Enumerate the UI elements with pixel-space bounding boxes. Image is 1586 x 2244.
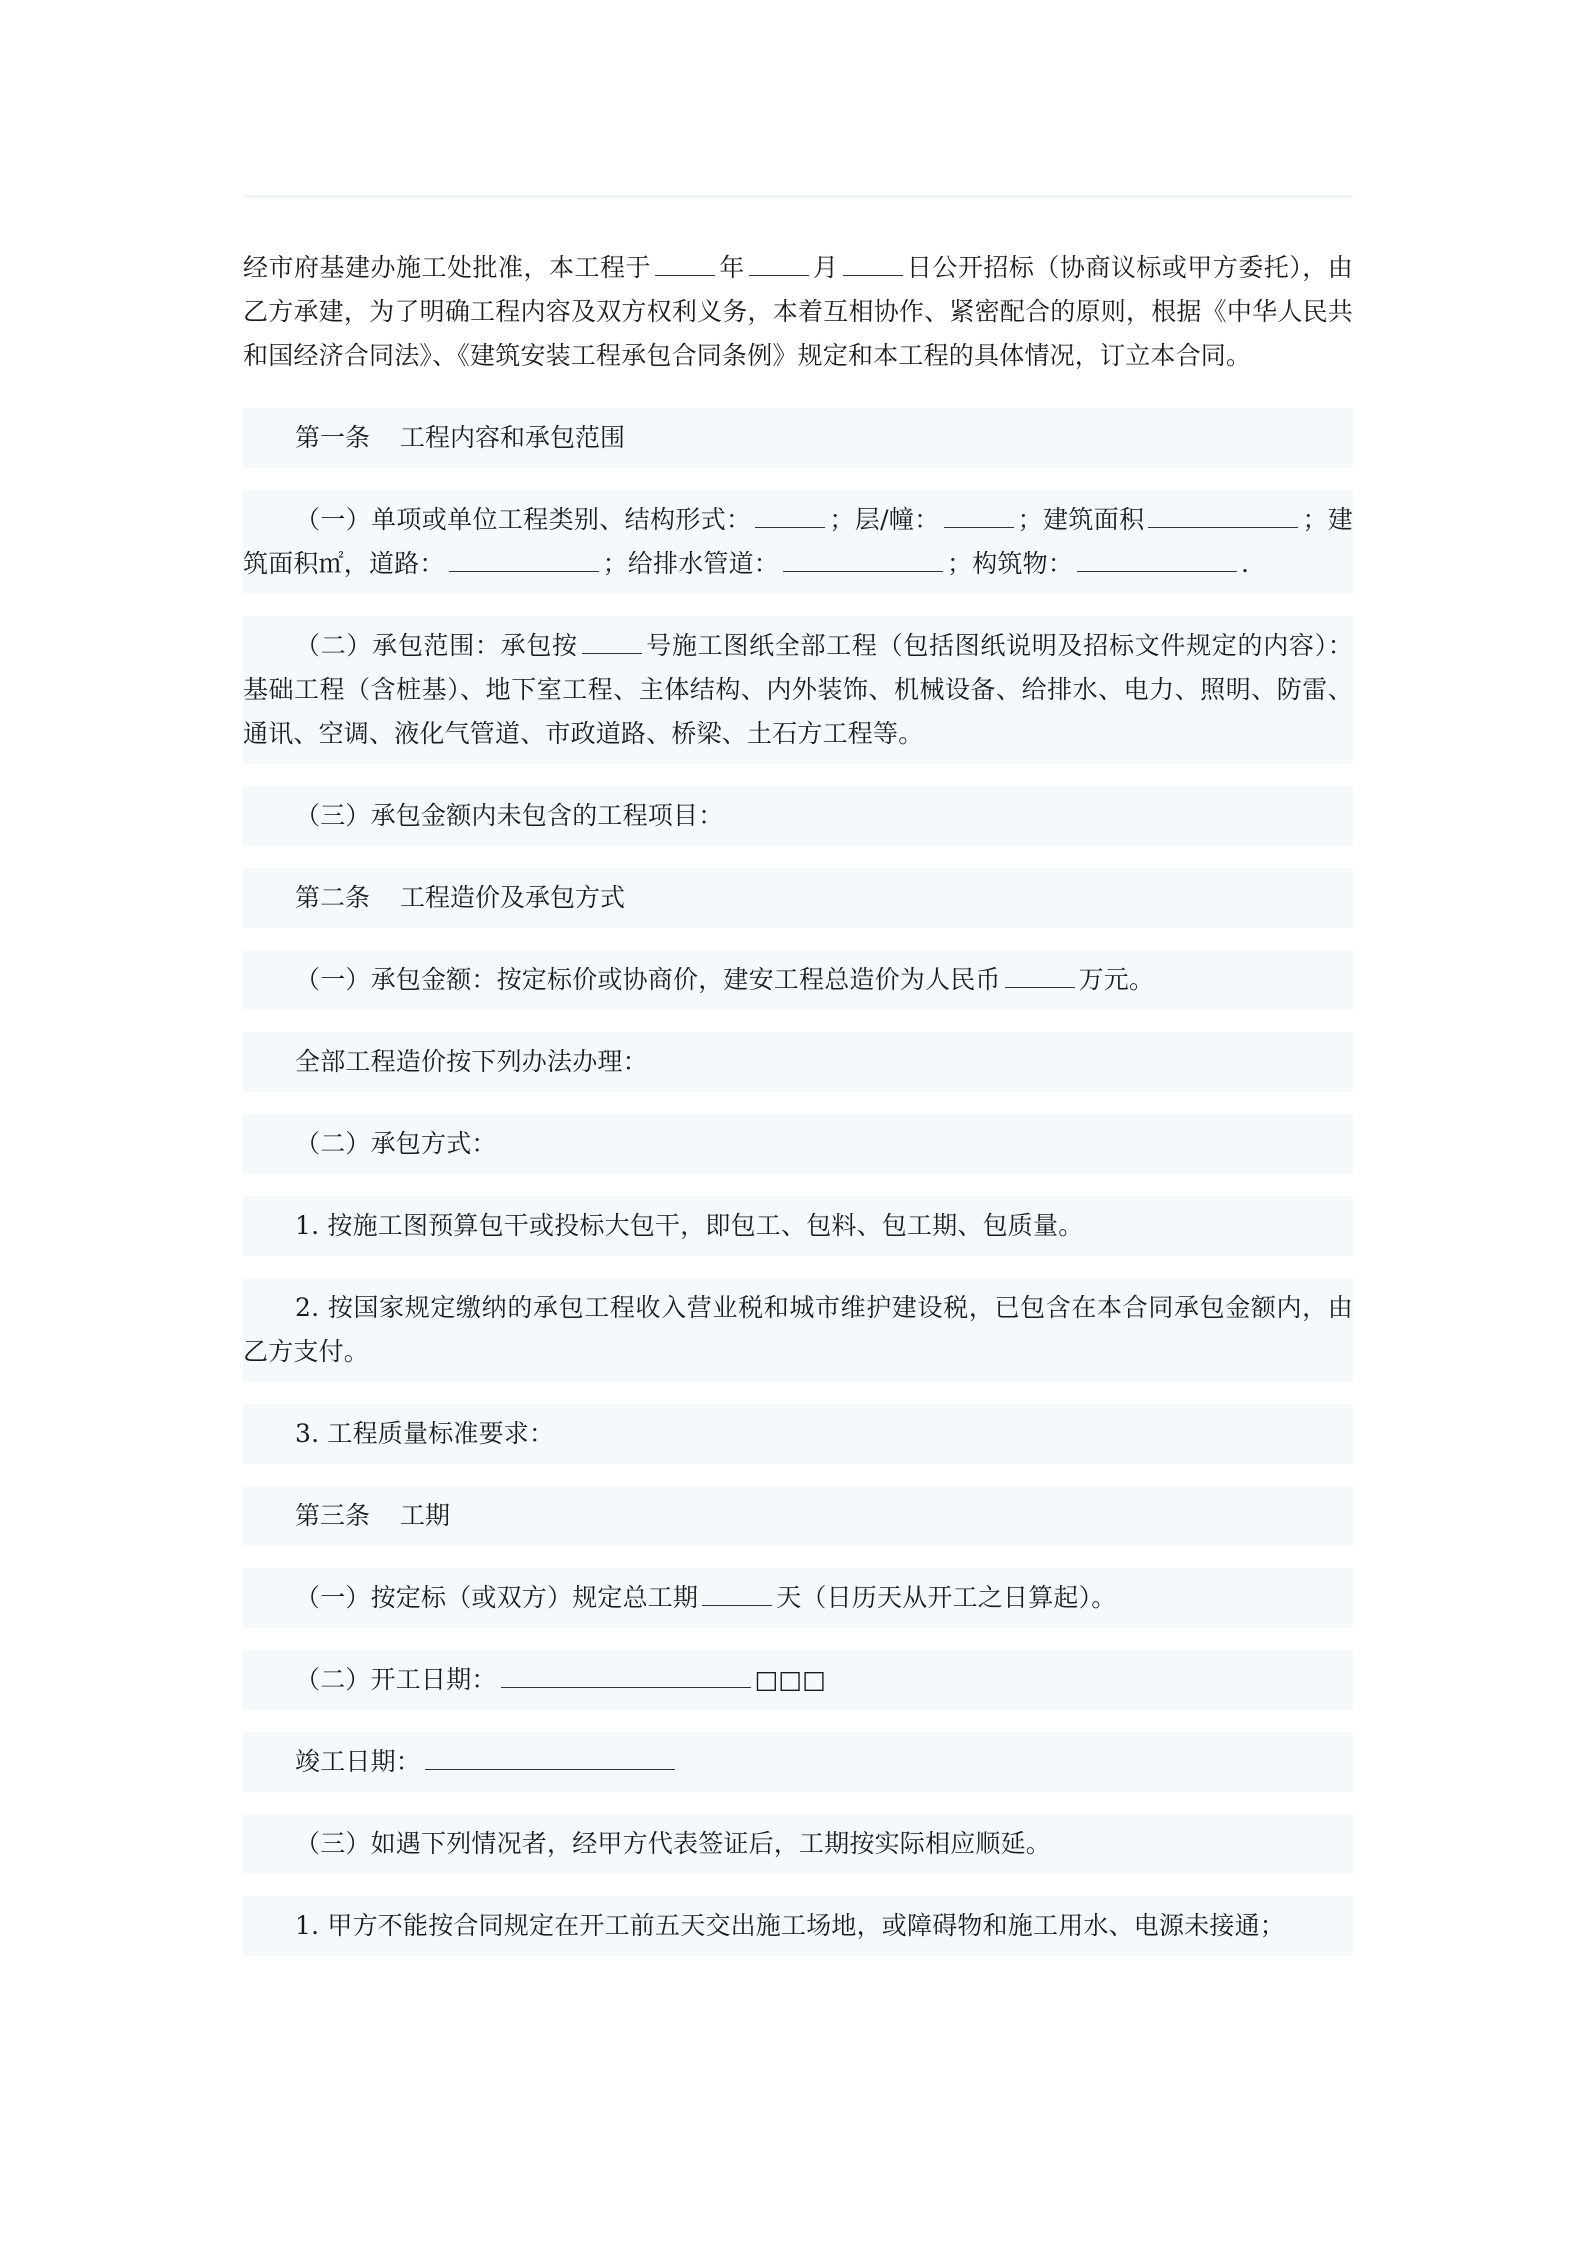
article3-item3: （三）如遇下列情况者，经甲方代表签证后，工期按实际相应顺延。: [243, 1814, 1353, 1874]
article2-sub3: 3. 工程质量标准要求：: [243, 1404, 1353, 1464]
article2-heading: [243, 868, 1353, 928]
structures-label: ；构筑物：: [947, 549, 1074, 578]
scope-label: （二）承包范围：承包按: [295, 631, 578, 660]
drainage-label: ；给排水管道：: [602, 549, 780, 578]
amount-blank[interactable]: [1005, 961, 1075, 988]
article1-heading: [243, 408, 1353, 468]
drainage-blank[interactable]: [783, 545, 943, 572]
article1-item1: [243, 490, 1353, 594]
article3-title: 工期: [400, 1501, 451, 1530]
scope-text: 号施工图纸全部工程（包括图纸说明及招标文件规定的内容）：基础工程（含桩基）、地下室工程、主体结构、内外装饰、机械设备、给排水、电力、照明、防雷、通讯、空调、液化气管道、市政道路、桥梁、土石方工程等。: [243, 631, 1354, 748]
amount-label: （一）承包金额：按定标价或协商价，建安工程总造价为人民币: [295, 965, 1001, 994]
area-label: ；建筑面积: [1017, 505, 1145, 534]
finish-date-blank[interactable]: [425, 1743, 675, 1770]
article1-item3: （三）承包金额内未包含的工程项目：: [243, 786, 1353, 846]
article2-title: 工程造价及承包方式: [400, 883, 626, 912]
structure-blank[interactable]: [755, 501, 825, 528]
month-blank[interactable]: [749, 249, 809, 276]
article3-heading: [243, 1486, 1353, 1546]
road-blank[interactable]: [449, 545, 599, 572]
year-blank[interactable]: [655, 249, 715, 276]
article2-sub1: 1. 按施工图预算包干或投标大包干，即包工、包料、包工期、包质量。: [243, 1196, 1353, 1256]
period: .: [1241, 549, 1250, 578]
article2-item2: （二）承包方式：: [243, 1114, 1353, 1174]
top-rule: [243, 195, 1353, 198]
article3-sub1: 1. 甲方不能按合同规定在开工前五天交出施工场地，或障碍物和施工用水、电源未接通；: [243, 1896, 1353, 1956]
start-date-boxes: □□□: [754, 1665, 827, 1694]
article2-note: 全部工程造价按下列办法办理：: [243, 1032, 1353, 1092]
road-label: ；建筑面积㎡，道路：: [243, 505, 1353, 578]
day-blank[interactable]: [843, 249, 903, 276]
area-blank[interactable]: [1148, 501, 1298, 528]
article2-item1: [243, 950, 1353, 1010]
amount-unit: 万元。: [1078, 965, 1155, 994]
finish-date-label: 竣工日期：: [295, 1747, 422, 1776]
article1-title: 工程内容和承包范围: [400, 423, 626, 452]
article1-number: 第一条: [295, 423, 371, 452]
intro-text-cont: 日公开招标（协商议标或甲方委托），由乙方承建，为了明确工程内容及双方权利义务，本着互相协作、紧密配合的原则，根据《中华人民共和国经济合同法》、《建筑安装工程承包合同条例》规定和本工程的具体情况，订立本合同。: [243, 253, 1353, 370]
start-date-label: （二）开工日期：: [295, 1665, 497, 1694]
start-date-blank[interactable]: [501, 1661, 751, 1688]
intro-paragraph: [243, 238, 1353, 386]
floors-label: ；层/幢：: [829, 505, 940, 534]
month-label: 月: [812, 253, 839, 282]
year-label: 年: [718, 253, 745, 282]
intro-text: 经市府基建办施工处批准，本工程于: [243, 253, 651, 282]
structures-blank[interactable]: [1077, 545, 1237, 572]
document-page: [243, 195, 1353, 1978]
duration-label: （一）按定标（或双方）规定总工期: [295, 1583, 699, 1612]
duration-unit: 天（日历天从开工之日算起）。: [776, 1583, 1117, 1612]
article3-item2: [243, 1650, 1353, 1710]
floors-blank[interactable]: [944, 501, 1014, 528]
duration-blank[interactable]: [702, 1579, 772, 1606]
article3-number: 第三条: [295, 1501, 371, 1530]
item1-label: （一）单项或单位工程类别、结构形式：: [295, 505, 752, 534]
article3-finish: [243, 1732, 1353, 1792]
article1-item2: [243, 616, 1353, 764]
article3-item1: [243, 1568, 1353, 1628]
article2-sub2: 2. 按国家规定缴纳的承包工程收入营业税和城市维护建设税，已包含在本合同承包金额内，由乙方支付。: [243, 1278, 1353, 1382]
article2-number: 第二条: [295, 883, 371, 912]
drawing-number-blank[interactable]: [582, 627, 642, 654]
